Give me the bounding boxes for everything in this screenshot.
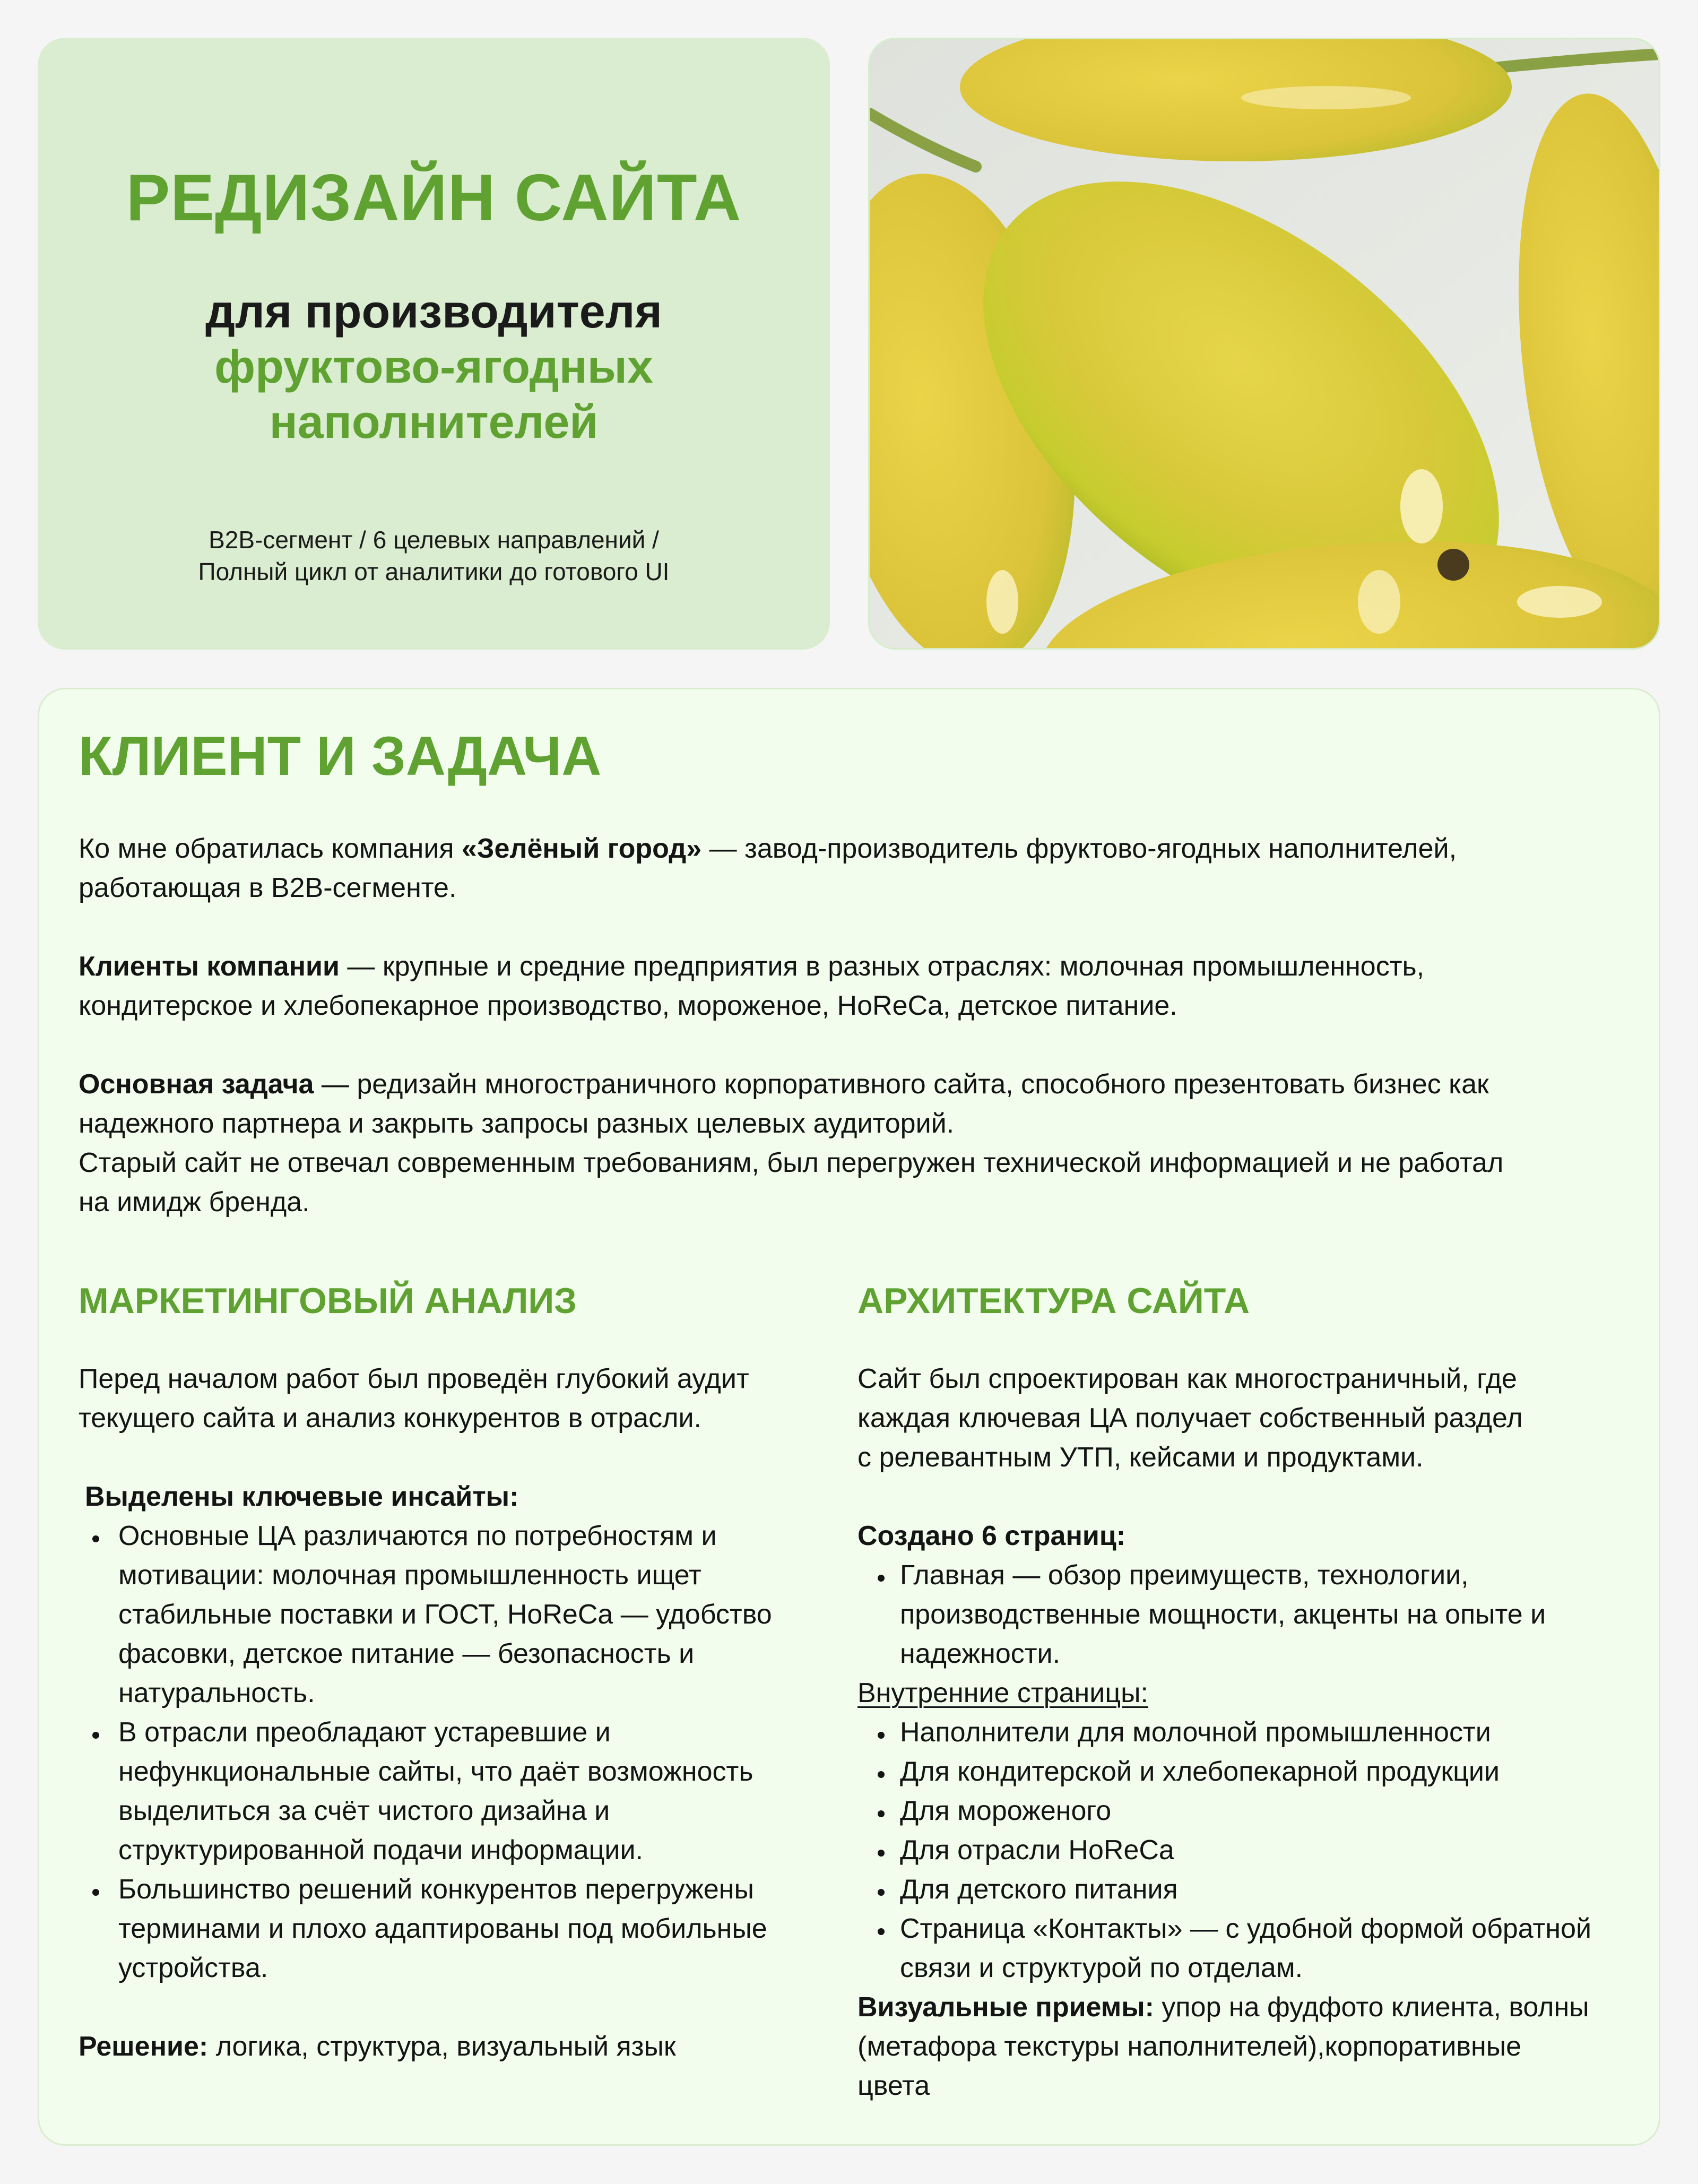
inner-pages-label: Внутренние страницы: (857, 1678, 1148, 1708)
list-item-text: Для детского питания (900, 1874, 1178, 1905)
list-item-text: стабильные поставки и ГОСТ, HoReCa — удобство (118, 1599, 772, 1630)
bullet-icon (878, 1575, 885, 1582)
insights-label: Выделены ключевые инсайты: (85, 1481, 519, 1512)
bullet-icon (878, 1850, 885, 1857)
list-item-text: нефункциональные сайты, что даёт возможность (118, 1756, 753, 1787)
section-heading-marketing (79, 1280, 577, 1322)
heading-text: АРХИТЕКТУРА САЙТА (857, 1281, 1250, 1321)
list-item-text: Для мороженого (900, 1795, 1112, 1826)
hero-subtitle-line: фруктово-ягодных (214, 340, 653, 393)
visual-line (857, 1988, 1632, 2027)
list-item-text: Основные ЦА различаются по потребностям и (118, 1521, 717, 1551)
hero-info-line: B2B-сегмент / 6 целевых направлений / (209, 526, 659, 554)
text-line (79, 1104, 1503, 1143)
hero-subtitle (38, 284, 830, 450)
marketing-column (79, 1359, 832, 2066)
list-item-text: Наполнители для молочной промышленности (900, 1717, 1491, 1748)
list-item (857, 1909, 1632, 1988)
section-heading-client-task (79, 724, 601, 788)
text-segment: работающая в B2B-сегменте. (79, 873, 457, 903)
list-item (79, 1713, 832, 1870)
list-item-text: связи и структурой по отделам. (900, 1953, 1303, 1983)
text-line: с релевантным УТП, кейсами и продуктами. (857, 1442, 1424, 1473)
text-segment: Старый сайт не отвечал современным требованиям, был перегружен технической информацией и не работал (79, 1147, 1504, 1178)
list-item-text: Для кондитерской и хлебопекарной продукции (900, 1756, 1500, 1787)
highlight-shape (986, 570, 1018, 634)
list-item (857, 1713, 1632, 1752)
list-item (79, 1870, 832, 1988)
highlight-shape (1358, 570, 1400, 634)
hero-title (38, 161, 830, 235)
bullet-icon (92, 1535, 99, 1542)
solution-line (79, 2027, 832, 2066)
heading-text: КЛИЕНТ И ЗАДАЧА (79, 726, 602, 787)
text-segment: — крупные и средние предприятия в разных отраслях: молочная промышленность, (339, 951, 1425, 982)
highlight-shape (1400, 469, 1443, 543)
pears-illustration (870, 39, 1659, 648)
text-line: текущего сайта и анализ конкурентов в отрасли. (79, 1403, 701, 1434)
list-item (857, 1870, 1632, 1909)
bullet-icon (878, 1810, 885, 1817)
bold-segment: «Зелёный город» (462, 833, 702, 864)
list-item (857, 1831, 1632, 1870)
list-item-text: устройства. (118, 1953, 268, 1983)
list-item-text: натуральность. (118, 1678, 315, 1708)
case-study-card (38, 688, 1660, 2146)
text-line (79, 1065, 1503, 1104)
list-item (857, 1752, 1632, 1791)
list-item-text: Большинство решений конкурентов перегружены (118, 1874, 754, 1905)
list-item-text: фасовки, детское питание — безопасность и (118, 1638, 695, 1669)
list-item-text: мотивации: молочная промышленность ищет (118, 1560, 701, 1591)
bold-segment: Клиенты компании (79, 951, 340, 982)
text-line (79, 868, 1503, 908)
visual-text: цвета (857, 2070, 930, 2101)
heading-text: МАРКЕТИНГОВЫЙ АНАЛИЗ (79, 1281, 577, 1321)
bold-segment: Основная задача (79, 1069, 314, 1100)
text-segment: — редизайн многостраничного корпоративного сайта, способного презентовать бизнес как (314, 1069, 1489, 1100)
hero-info (38, 524, 830, 588)
solution-text: логика, структура, визуальный язык (208, 2031, 676, 2062)
list-item-text: Для отрасли HoReCa (900, 1835, 1174, 1866)
list-item-text: В отрасли преобладают устаревшие и (118, 1717, 611, 1748)
main-page-list (857, 1556, 1632, 1673)
list-item-text: Главная — обзор преимуществ, технологии, (900, 1560, 1469, 1591)
hero-title-text: РЕДИЗАЙН САЙТА (126, 161, 742, 235)
bullet-icon (878, 1889, 885, 1896)
text-line: Сайт был спроектирован как многостраничный, где (857, 1363, 1517, 1394)
pear-calyx-shape (1437, 549, 1469, 581)
list-item (857, 1791, 1632, 1831)
text-segment: надежного партнера и закрыть запросы разных целевых аудиторий. (79, 1108, 955, 1139)
visual-text: (метафора текстуры наполнителей),корпоративные (857, 2031, 1522, 2062)
list-item-text: производственные мощности, акценты на опыте и (900, 1599, 1546, 1630)
hero-subtitle-line: наполнителей (269, 395, 599, 448)
text-line (79, 947, 1503, 986)
list-item-text: структурированной подачи информации. (118, 1835, 643, 1866)
text-line (79, 1182, 1503, 1222)
architecture-column (857, 1359, 1632, 2105)
bullet-icon (878, 1928, 885, 1935)
bullet-icon (92, 1732, 99, 1739)
list-item (857, 1556, 1632, 1673)
text-segment: — завод-производитель фруктово-ягодных наполнителей, (701, 833, 1457, 864)
hero-card (38, 38, 830, 650)
text-line (79, 986, 1503, 1025)
list-item (79, 1516, 832, 1713)
inner-pages-list (857, 1713, 1632, 1988)
text-line (79, 829, 1503, 868)
solution-label: Решение: (79, 2031, 209, 2062)
insights-list (79, 1516, 832, 1988)
client-task-text (79, 829, 1503, 1222)
pages-label: Создано 6 страниц: (857, 1521, 1126, 1551)
bullet-icon (878, 1732, 885, 1739)
list-item-text: выделиться за счёт чистого дизайна и (118, 1795, 610, 1826)
text-segment: Ко мне обратилась компания (79, 833, 462, 864)
visual-text: упор на фудфото клиента, волны (1154, 1992, 1589, 2023)
list-item-text: Страница «Контакты» — с удобной формой обратной (900, 1913, 1592, 1944)
text-segment: кондитерское и хлебопекарное производство, мороженое, HoReCa, детское питание. (79, 990, 1177, 1021)
hero-info-line: Полный цикл от аналитики до готового UI (198, 558, 670, 585)
bullet-icon (92, 1889, 99, 1896)
bullet-icon (878, 1771, 885, 1778)
pears-photo (868, 38, 1660, 650)
text-line: каждая ключевая ЦА получает собственный раздел (857, 1403, 1523, 1434)
list-item-text: надежности. (900, 1638, 1061, 1669)
visual-label: Визуальные приемы: (857, 1992, 1154, 2023)
text-line: Перед началом работ был проведён глубокий аудит (79, 1363, 749, 1394)
section-heading-architecture (857, 1280, 1250, 1322)
hero-subtitle-line: для производителя (205, 285, 662, 338)
highlight-shape (1517, 586, 1602, 618)
text-line (79, 1143, 1503, 1182)
list-item-text: терминами и плохо адаптированы под мобильные (118, 1913, 767, 1944)
text-segment: на имидж бренда. (79, 1187, 310, 1218)
highlight-shape (1241, 86, 1411, 109)
